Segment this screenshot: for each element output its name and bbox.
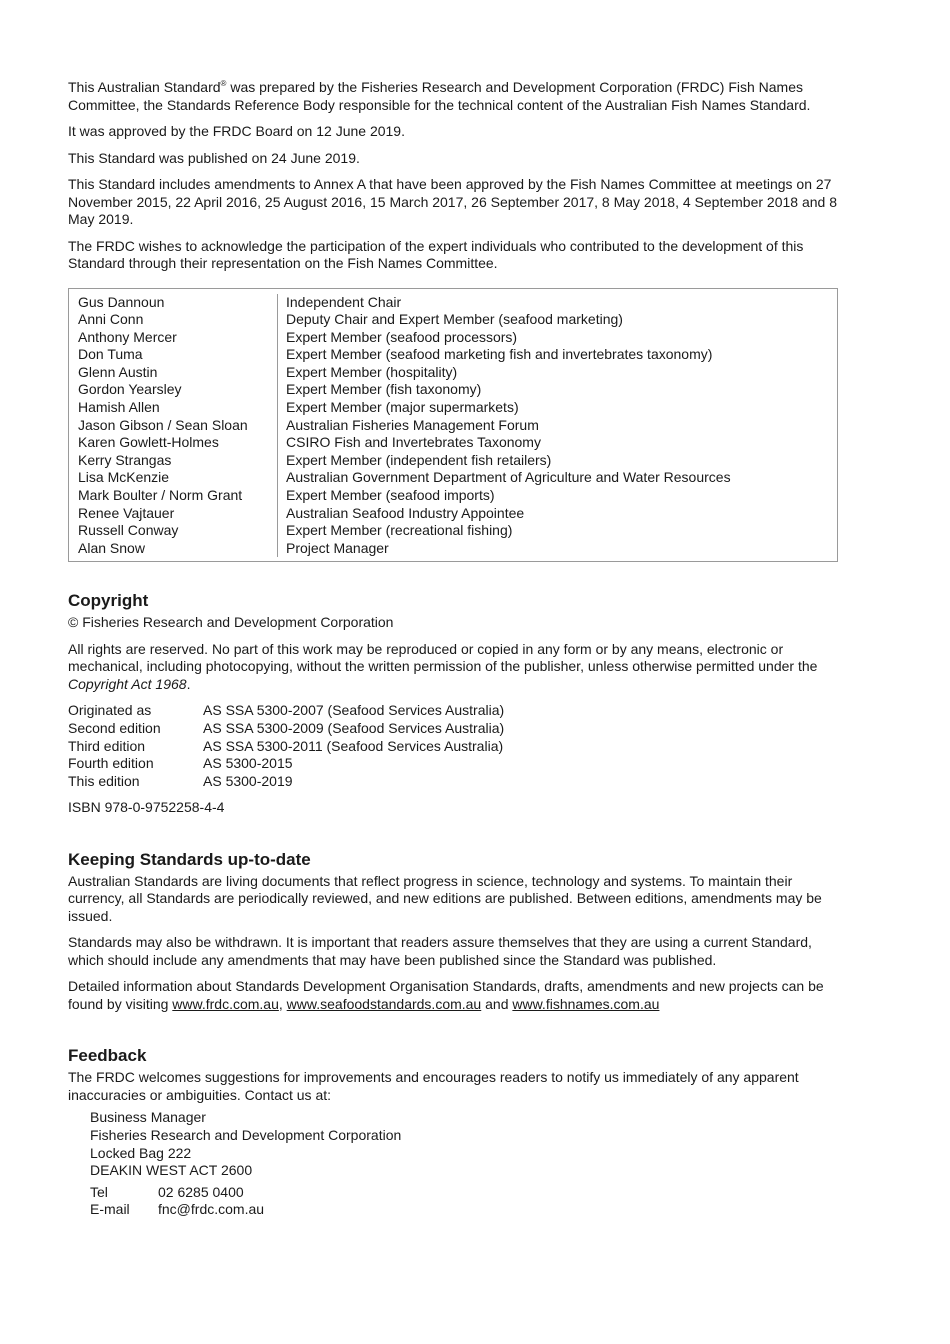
tel-value: 02 6285 0400 xyxy=(158,1183,244,1200)
edition-value: AS 5300-2015 xyxy=(203,755,293,772)
contact-details xyxy=(90,1184,840,1219)
keeping-paragraph-2: Standards may also be withdrawn. It is important that readers assure themselves that they are using a current Standard, which should include any amendments that may have been published since the Standard was published. xyxy=(68,934,812,968)
member-name: Gordon Yearsley xyxy=(78,381,182,398)
member-role: Independent Chair xyxy=(286,293,402,310)
member-role: Project Manager xyxy=(286,539,389,556)
edition-value: AS SSA 5300-2007 (Seafood Services Australia) xyxy=(203,702,505,719)
frdc-link[interactable]: www.frdc.com.au xyxy=(172,995,279,1012)
member-role: Australian Seafood Industry Appointee xyxy=(286,504,525,521)
member-role: Deputy Chair and Expert Member (seafood marketing) xyxy=(286,311,623,328)
edition-label: Originated as xyxy=(68,702,152,719)
edition-label: Fourth edition xyxy=(68,755,154,772)
address-line: Locked Bag 222 xyxy=(90,1144,192,1161)
address-line: DEAKIN WEST ACT 2600 xyxy=(90,1162,253,1179)
fishnames-link[interactable]: www.fishnames.com.au xyxy=(512,995,660,1012)
editions-list xyxy=(68,702,840,790)
member-role: Expert Member (independent fish retailers) xyxy=(286,451,552,468)
member-role: Australian Government Department of Agriculture and Water Resources xyxy=(286,469,731,486)
member-role: CSIRO Fish and Invertebrates Taxonomy xyxy=(286,434,541,451)
edition-row xyxy=(68,702,840,720)
edition-label: Second edition xyxy=(68,720,161,736)
document-page xyxy=(68,79,840,1219)
copyright-section xyxy=(68,591,840,816)
member-name: Anni Conn xyxy=(78,311,144,328)
seafoodstandards-link[interactable]: www.seafoodstandards.com.au xyxy=(286,995,482,1012)
member-role: Expert Member (major supermarkets) xyxy=(286,399,519,416)
member-role: Expert Member (hospitality) xyxy=(286,363,458,380)
link-separator: , xyxy=(278,995,287,1012)
act-title: Copyright Act 1968 xyxy=(68,675,187,692)
intro-paragraph-1 xyxy=(68,79,840,114)
edition-row xyxy=(68,738,840,756)
edition-row xyxy=(68,773,840,791)
edition-row xyxy=(68,755,840,773)
member-name: Mark Boulter / Norm Grant xyxy=(78,487,243,504)
approval-paragraph: It was approved by the FRDC Board on 12 June 2019. xyxy=(68,123,405,139)
committee-names-column xyxy=(69,294,278,558)
feedback-section xyxy=(68,1046,840,1219)
member-role: Australian Fisheries Management Forum xyxy=(286,416,539,433)
member-name: Hamish Allen xyxy=(78,399,160,416)
link-separator: and xyxy=(481,995,513,1012)
links-intro-text: Detailed information about Standards Development Organisation Standards, drafts, amendments and new projects can be found by visiting xyxy=(68,978,824,1012)
edition-value: AS SSA 5300-2009 (Seafood Services Australia) xyxy=(203,720,505,736)
keeping-paragraph-1: Australian Standards are living documents that reflect progress in science, technology and systems. To maintain their currency, all Standards are periodically reviewed, and new editions are published. Between editions, amendments may be issued. xyxy=(68,872,822,924)
amendments-paragraph: This Standard includes amendments to Annex A that have been approved by the Fish Names Committee at meetings on 27 November 2015, 22 April 2016, 25 August 2016, 15 March 2017, 26 September 2017, 8 May 2018, 4 September 2018 and 8 May 2019. xyxy=(68,176,837,227)
edition-row xyxy=(68,720,840,738)
rights-text: All rights are reserved. No part of this work may be reproduced or copied in any form or by any means, electronic or mechanical, including photocopying, without the written permission of the publisher, unless otherwise permitted under the xyxy=(68,640,818,675)
edition-value: AS 5300-2019 xyxy=(203,772,293,789)
member-name: Renee Vajtauer xyxy=(78,504,175,521)
committee-table xyxy=(68,288,838,563)
member-name: Jason Gibson / Sean Sloan xyxy=(78,416,248,433)
feedback-heading: Feedback xyxy=(68,1046,147,1066)
committee-roles-column xyxy=(278,294,837,558)
copyright-holder: © Fisheries Research and Development Corporation xyxy=(68,614,394,631)
acknowledgement-paragraph: The FRDC wishes to acknowledge the participation of the expert individuals who contributed to the development of this Standard through their representation on the Fish Names Committee. xyxy=(68,237,804,271)
keeping-heading: Keeping Standards up-to-date xyxy=(68,849,311,869)
feedback-paragraph: The FRDC welcomes suggestions for improvements and encourages readers to notify us immediately of any apparent inaccuracies or ambiguities. Contact us at: xyxy=(68,1069,799,1103)
member-role: Expert Member (recreational fishing) xyxy=(286,522,513,539)
copyright-heading: Copyright xyxy=(68,591,149,611)
address-line: Fisheries Research and Development Corporation xyxy=(90,1126,402,1143)
contact-address xyxy=(90,1109,840,1179)
member-name: Alan Snow xyxy=(78,539,145,556)
intro-text: This Australian Standard xyxy=(68,79,221,95)
member-name: Russell Conway xyxy=(78,522,179,539)
member-role: Expert Member (fish taxonomy) xyxy=(286,381,482,398)
email-row xyxy=(90,1201,840,1219)
edition-label: Third edition xyxy=(68,737,146,754)
member-name: Glenn Austin xyxy=(78,363,158,380)
member-name: Lisa McKenzie xyxy=(78,469,170,486)
member-name: Kerry Strangas xyxy=(78,451,172,468)
edition-value: AS SSA 5300-2011 (Seafood Services Australia) xyxy=(203,737,504,754)
keeping-paragraph-3 xyxy=(68,978,840,1013)
tel-row xyxy=(90,1184,840,1202)
rights-paragraph xyxy=(68,641,840,694)
keeping-up-to-date-section xyxy=(68,850,840,1014)
member-name: Anthony Mercer xyxy=(78,328,177,345)
member-role: Expert Member (seafood imports) xyxy=(286,487,495,504)
intro-text-cont: was prepared by the Fisheries Research and Development Corporation (FRDC) Fish Names Committee, the Standards Reference Body responsible for the technical content of the Australian Fish Names Standard. xyxy=(68,79,811,113)
isbn: ISBN 978-0-9752258-4-4 xyxy=(68,799,225,816)
email-label: E-mail xyxy=(90,1201,130,1218)
member-name: Karen Gowlett-Holmes xyxy=(78,434,219,451)
rights-text-end: . xyxy=(186,675,191,692)
registered-mark: ® xyxy=(220,79,227,88)
tel-label: Tel xyxy=(90,1183,108,1200)
email-value: fnc@frdc.com.au xyxy=(158,1201,265,1218)
publication-paragraph: This Standard was published on 24 June 2019. xyxy=(68,149,360,166)
member-name: Don Tuma xyxy=(78,346,143,363)
member-role: Expert Member (seafood marketing fish and invertebrates taxonomy) xyxy=(286,346,713,363)
edition-label: This edition xyxy=(68,772,140,789)
member-name: Gus Dannoun xyxy=(78,293,165,310)
member-role: Expert Member (seafood processors) xyxy=(286,328,518,345)
address-line: Business Manager xyxy=(90,1109,206,1126)
